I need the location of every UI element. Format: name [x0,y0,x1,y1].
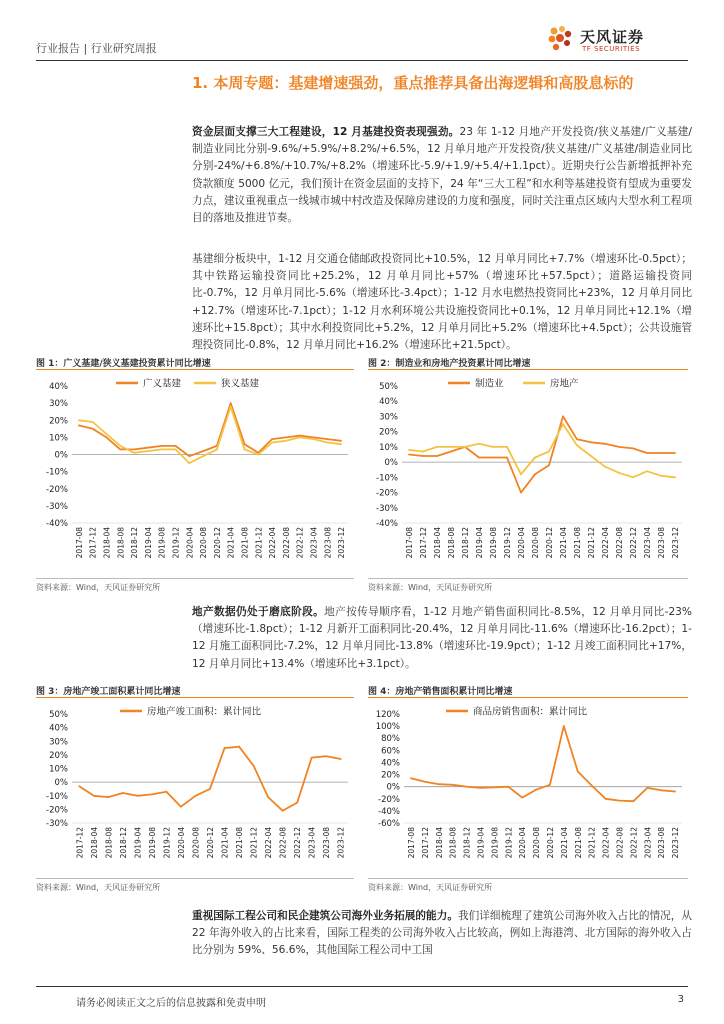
data-point [311,757,313,759]
data-point [492,457,494,459]
data-point [674,452,676,454]
x-tick-label: 2021-04 [559,827,569,859]
data-point [119,445,121,447]
data-point [188,462,190,464]
data-point [230,406,232,408]
data-point [660,452,662,454]
paragraph-infra-body: 基建细分板块中，1-12 月交通仓储邮政投资同比+10.5%，12 月单月同比+7.7%（增速环比-0.5pct）；其中铁路运输投资同比+25.2%，12 月单月同比+57%（增速环比+57.5pct）；道路运输投资同比-0.7%，12 月单月同比-5.6%（增速环比-3.4pct）；1-12 月水电燃热投资同比+23%，12 月单月同比+12.7%（增速环比-7.1pct）；1-12 月水利环境公共设施投资同比+0.1%，12 月单月同比+12.1%（增速环比+15.8pct）；其中水利投资同比+5.2%，12 月单月同比+5.2%（增速环比+4.5pct）；公共设施管理投资同比-0.8%，12 月单月同比+16.2%（增速环比+21.5pct）。 [192,253,692,352]
paragraph-property-body: 地产按传导顺序看，1-12 月地产销售面积同比-8.5%，12 月单月同比-23%（增速环比-1.8pct）；1-12 月新开工面积同比-20.4%，12 月单月同比-11.6%（增速环比-16.2pct）；1-12 月施工面积同比-7.2%，12 月单月同比-13.8%（增速环比-19.9pct）；1-12 月竣工面积同比+17%，12 月单月同比+13.4%（增速环比+3.1pct）。 [192,606,692,670]
x-tick-label: 2020-12 [206,827,215,859]
data-point [424,781,426,783]
data-point [253,765,255,767]
series-line-0 [79,747,340,811]
legend-label: 狭义基建 [221,378,260,390]
data-point [632,476,634,478]
data-point [202,450,204,452]
data-point [520,492,522,494]
data-point [506,446,508,448]
x-tick-label: 2018-04 [102,527,112,559]
data-point [92,428,94,430]
x-tick-label: 2018-12 [130,527,140,559]
figure-1-chart [36,372,354,577]
y-tick-label: 10% [379,442,398,453]
figure-3-chart [36,700,354,878]
y-tick-label: -30% [46,819,68,829]
data-point [119,448,121,450]
y-tick-label: 0% [384,458,398,469]
x-tick-label: 2023-08 [322,827,332,859]
x-tick-label: 2019-08 [147,827,157,859]
data-point [166,791,168,793]
data-point [408,454,410,456]
data-point [422,455,424,457]
data-point [271,442,273,444]
data-point [450,446,452,448]
paragraph-funding-body: 23 年 1-12 月地产开发投资/狭义基建/广义基建/制造业同比分别-9.6%/+5.9%/+8.2%/+6.5%，12 月单月地产开发投资/狭义基建/广义基建/制造业同比分别-24%/+6.8%/+10.7%/+8.2%（增速环比-5.9/+1.9/+5.4/+1.1pct）。近期央行公告新增抵押补充贷款额度 5000 亿元，我们预计在资金层面的支持下，24 年“三大工程”和水利等基建投资有望成为重要发力点，建议重视重点一线城市城中村改造及保障房建设的力度和强度，同时关注重点区域内大型水利工程项目的落地及推进节奏。 [192,126,692,225]
x-tick-label: 2021-04 [559,527,568,559]
data-point [285,436,287,438]
x-tick-label: 2022-08 [281,527,291,559]
data-point [674,791,676,793]
x-tick-label: 2023-04 [309,527,319,559]
data-point [326,442,328,444]
y-tick-label: -40% [46,519,68,529]
data-point [660,475,662,477]
data-point [147,447,149,449]
x-tick-label: 2019-12 [504,827,514,859]
figure-2-top-rule [368,369,688,370]
y-tick-label: -10% [46,467,68,478]
data-point [180,806,182,808]
x-tick-label: 2023-08 [323,527,333,559]
data-point [478,443,480,445]
figure-1-top-rule [36,369,354,370]
x-tick-label: 2017-08 [74,527,84,559]
data-point [238,746,240,748]
figure-4-source: 资料来源：Wind，天风证券研究所 [368,883,493,892]
x-tick-label: 2018-12 [118,827,128,859]
x-tick-label: 2023-04 [643,827,653,859]
data-point [618,446,620,448]
x-tick-label: 2019-04 [476,827,486,859]
data-point [136,795,138,797]
x-tick-label: 2021-08 [235,827,245,859]
footer-divider [36,986,688,987]
y-tick-label: 20% [379,427,398,438]
data-point [202,455,204,457]
y-tick-label: -40% [378,806,400,817]
data-point [534,457,536,459]
data-point [480,787,482,789]
legend-label: 商品房销售面积：累计同比 [473,706,588,718]
y-tick-label: 40% [49,723,68,734]
data-point [313,436,315,438]
y-tick-label: 40% [49,382,68,392]
x-tick-label: 2023-08 [657,527,666,559]
data-point [674,476,676,478]
data-point [313,438,315,440]
data-point [576,438,578,440]
x-tick-label: 2018-12 [461,527,470,559]
x-tick-label: 2018-08 [448,827,458,859]
legend-label: 房地产 [550,378,579,390]
data-point [161,448,163,450]
data-point [605,798,607,800]
data-point [133,452,135,454]
y-tick-label: 30% [49,737,68,748]
data-point [93,795,95,797]
x-tick-label: 2019-04 [143,527,153,559]
figure-2-title: 图 2：制造业和房地产投资累计同比增速 [368,359,531,369]
data-point [450,451,452,453]
x-tick-label: 2019-08 [490,827,500,859]
figure-1-bottom-rule [36,578,354,579]
data-point [296,802,298,804]
y-tick-label: 0% [386,782,400,793]
figure-3-source: 资料来源：Wind，天风证券研究所 [36,883,161,892]
x-tick-label: 2022-08 [615,827,625,859]
y-tick-label: 40% [379,397,398,408]
x-tick-label: 2021-08 [573,827,583,859]
data-point [410,777,412,779]
x-tick-label: 2022-12 [629,827,639,859]
data-point [151,793,153,795]
x-tick-label: 2019-08 [489,527,498,559]
legend-label: 制造业 [475,378,504,390]
paragraph-infra-segments [192,251,692,354]
data-point [106,433,108,435]
data-point [535,789,537,791]
x-tick-label: 2023-04 [643,527,652,559]
y-tick-label: -60% [378,819,400,829]
x-tick-label: 2018-08 [447,527,456,559]
paragraph-property [192,604,692,673]
x-tick-label: 2017-12 [88,527,98,559]
x-tick-label: 2020-12 [545,827,555,859]
figure-2-source: 资料来源：Wind，天风证券研究所 [368,583,493,592]
x-tick-label: 2020-04 [517,527,526,559]
x-tick-label: 2021-12 [587,827,597,859]
x-tick-label: 2021-12 [587,527,596,559]
figure-2-chart [368,372,688,577]
data-point [78,424,80,426]
data-point [209,788,211,790]
section-title: 1. 本周专题：基建增速强劲，重点推荐具备出海逻辑和高股息标的 [192,74,634,92]
y-tick-label: -40% [376,519,398,529]
data-point [466,786,468,788]
data-point [577,771,579,773]
report-breadcrumb: 行业报告 | 行业研究周报 [36,42,157,55]
figure-2-bottom-rule [368,578,688,579]
legend-label: 广义基建 [143,378,182,390]
data-point [493,786,495,788]
x-tick-label: 2022-08 [278,827,288,859]
x-tick-label: 2018-04 [433,527,442,559]
data-point [340,443,342,445]
data-point [590,455,592,457]
x-tick-label: 2019-12 [171,527,181,559]
data-point [438,783,440,785]
data-point [478,457,480,459]
x-tick-label: 2023-08 [657,827,667,859]
x-tick-label: 2017-12 [75,827,85,859]
x-tick-label: 2021-04 [220,827,230,859]
data-point [549,784,551,786]
data-point [408,449,410,451]
data-point [520,473,522,475]
data-point [521,797,523,799]
x-tick-label: 2019-04 [133,827,143,859]
data-point [646,470,648,472]
x-tick-label: 2018-04 [89,827,99,859]
data-point [464,446,466,448]
data-point [506,457,508,459]
data-point [216,448,218,450]
x-tick-label: 2018-08 [104,827,114,859]
x-tick-label: 2017-08 [405,527,414,559]
x-tick-label: 2020-12 [545,527,554,559]
data-point [257,454,259,456]
brand-name-en: TF SECURITIES [582,45,641,53]
data-point [299,435,301,437]
footer-disclaimer: 请务必阅读正文之后的信息披露和免责申明 [76,998,266,1009]
data-point [562,416,564,418]
x-tick-label: 2022-04 [601,527,610,559]
data-point [507,786,509,788]
y-tick-label: 10% [49,433,68,444]
y-tick-label: -10% [376,473,398,484]
data-point [122,792,124,794]
data-point [299,436,301,438]
x-tick-label: 2023-04 [307,827,317,859]
figure-1-source: 资料来源：Wind，天风证券研究所 [36,583,161,592]
y-tick-label: 50% [379,382,398,392]
data-point [590,441,592,443]
figure-3-top-rule [36,697,354,698]
data-point [282,810,284,812]
figure-4-top-rule [368,697,688,698]
data-point [107,796,109,798]
data-point [492,446,494,448]
y-tick-label: -20% [378,794,400,805]
page-number: 3 [677,994,684,1005]
x-tick-label: 2019-08 [157,527,167,559]
y-tick-label: -30% [376,503,398,514]
y-tick-label: -20% [46,484,68,495]
paragraph-overseas-lead: 重视国际工程公司和民企建筑公司海外业务拓展的能力。 [192,910,458,922]
legend-label: 房地产竣工面积：累计同比 [147,706,262,718]
data-point [161,445,163,447]
data-point [271,438,273,440]
x-tick-label: 2019-12 [503,527,512,559]
figure-1-title: 图 1：广义基建/狭义基建投资累计同比增速 [36,359,211,369]
y-tick-label: -30% [46,501,68,512]
data-point [133,448,135,450]
y-tick-label: 0% [54,778,68,789]
data-point [604,466,606,468]
data-point [326,438,328,440]
data-point [576,444,578,446]
brand-logo [546,22,686,60]
figure-4-bottom-rule [368,878,688,879]
data-point [436,455,438,457]
x-tick-label: 2018-12 [462,827,472,859]
paragraph-overseas-body: 我们详细梳理了建筑公司海外收入占比的情况，从 22 年海外收入的占比来看，国际工程类的公司海外收入占比较高，例如上海港湾、北方国际的海外收入占比分别为 59%、56.6%，其他国际工程公司中工国 [192,910,693,957]
figure-3-title: 图 3：房地产竣工面积累计同比增速 [36,687,181,697]
x-tick-label: 2020-12 [212,527,222,559]
data-point [175,448,177,450]
data-point [285,440,287,442]
data-point [619,800,621,802]
x-tick-label: 2021-08 [240,527,250,559]
x-tick-label: 2020-08 [532,827,542,859]
data-point [660,789,662,791]
data-point [632,800,634,802]
data-point [340,758,342,760]
data-point [604,443,606,445]
data-point [591,785,593,787]
x-tick-label: 2018-04 [434,827,444,859]
y-tick-label: 40% [381,758,400,769]
data-point [548,451,550,453]
x-tick-label: 2020-08 [199,527,209,559]
x-tick-label: 2023-12 [336,827,346,859]
y-tick-label: 30% [49,399,68,410]
data-point [422,451,424,453]
x-tick-label: 2022-12 [293,827,303,859]
x-tick-label: 2023-12 [671,827,681,859]
data-point [562,423,564,425]
y-tick-label: 80% [381,734,400,745]
x-tick-label: 2021-12 [254,527,264,559]
y-tick-label: -20% [46,805,68,816]
x-tick-label: 2021-12 [249,827,259,859]
header-divider [36,60,688,61]
x-tick-label: 2017-08 [406,827,416,859]
x-tick-label: 2022-08 [615,527,624,559]
y-tick-label: 10% [49,764,68,775]
x-tick-label: 2023-12 [671,527,680,559]
x-tick-label: 2018-08 [116,527,126,559]
data-point [646,787,648,789]
x-tick-label: 2022-12 [629,527,638,559]
data-point [646,452,648,454]
paragraph-overseas [192,908,692,960]
data-point [534,473,536,475]
data-point [563,725,565,727]
data-point [92,421,94,423]
y-tick-label: -20% [376,488,398,499]
x-tick-label: 2022-12 [295,527,305,559]
data-point [340,440,342,442]
x-tick-label: 2021-04 [226,527,236,559]
x-tick-label: 2020-08 [531,527,540,559]
x-tick-label: 2020-04 [176,827,186,859]
y-tick-label: 20% [49,750,68,761]
data-point [188,455,190,457]
paragraph-funding [192,124,692,227]
x-tick-label: 2020-04 [185,527,195,559]
data-point [267,796,269,798]
data-point [175,445,177,447]
x-tick-label: 2022-04 [601,827,611,859]
data-point [78,785,80,787]
y-tick-label: 20% [381,770,400,781]
y-tick-label: 30% [379,412,398,423]
y-tick-label: 100% [375,722,400,733]
y-tick-label: 20% [49,416,68,427]
brand-name: 天风证券 [580,28,645,46]
y-tick-label: -10% [46,791,68,802]
x-tick-label: 2017-12 [419,527,428,559]
x-tick-label: 2017-12 [420,827,430,859]
data-point [452,784,454,786]
data-point [436,446,438,448]
figure-3-bottom-rule [36,878,354,879]
brand-logo-icon [546,24,574,54]
series-line-0 [411,726,675,801]
x-tick-label: 2021-08 [573,527,582,559]
x-tick-label: 2020-04 [518,827,528,859]
y-tick-label: 60% [381,746,400,757]
y-tick-label: 50% [49,710,68,720]
paragraph-funding-lead: 资金层面支撑三大工程建设，12 月基建投资表现强劲。 [192,126,460,138]
data-point [147,450,149,452]
x-tick-label: 2020-08 [191,827,201,859]
y-tick-label: 120% [375,710,400,720]
x-tick-label: 2019-12 [162,827,172,859]
data-point [106,436,108,438]
data-point [325,755,327,757]
data-point [632,448,634,450]
x-tick-label: 2019-04 [475,527,484,559]
data-point [618,472,620,474]
data-point [230,402,232,404]
figure-4-chart [368,700,688,878]
x-tick-label: 2023-12 [337,527,347,559]
x-tick-label: 2022-04 [268,527,278,559]
data-point [548,464,550,466]
y-tick-label: 0% [54,450,68,461]
paragraph-property-lead: 地产数据仍处于磨底阶段。 [192,606,325,618]
figure-4-title: 图 4：房地产销售面积累计同比增速 [368,687,513,697]
data-point [224,747,226,749]
data-point [195,795,197,797]
x-tick-label: 2022-04 [264,827,274,859]
data-point [244,448,246,450]
series-line-0 [79,403,341,456]
data-point [78,419,80,421]
